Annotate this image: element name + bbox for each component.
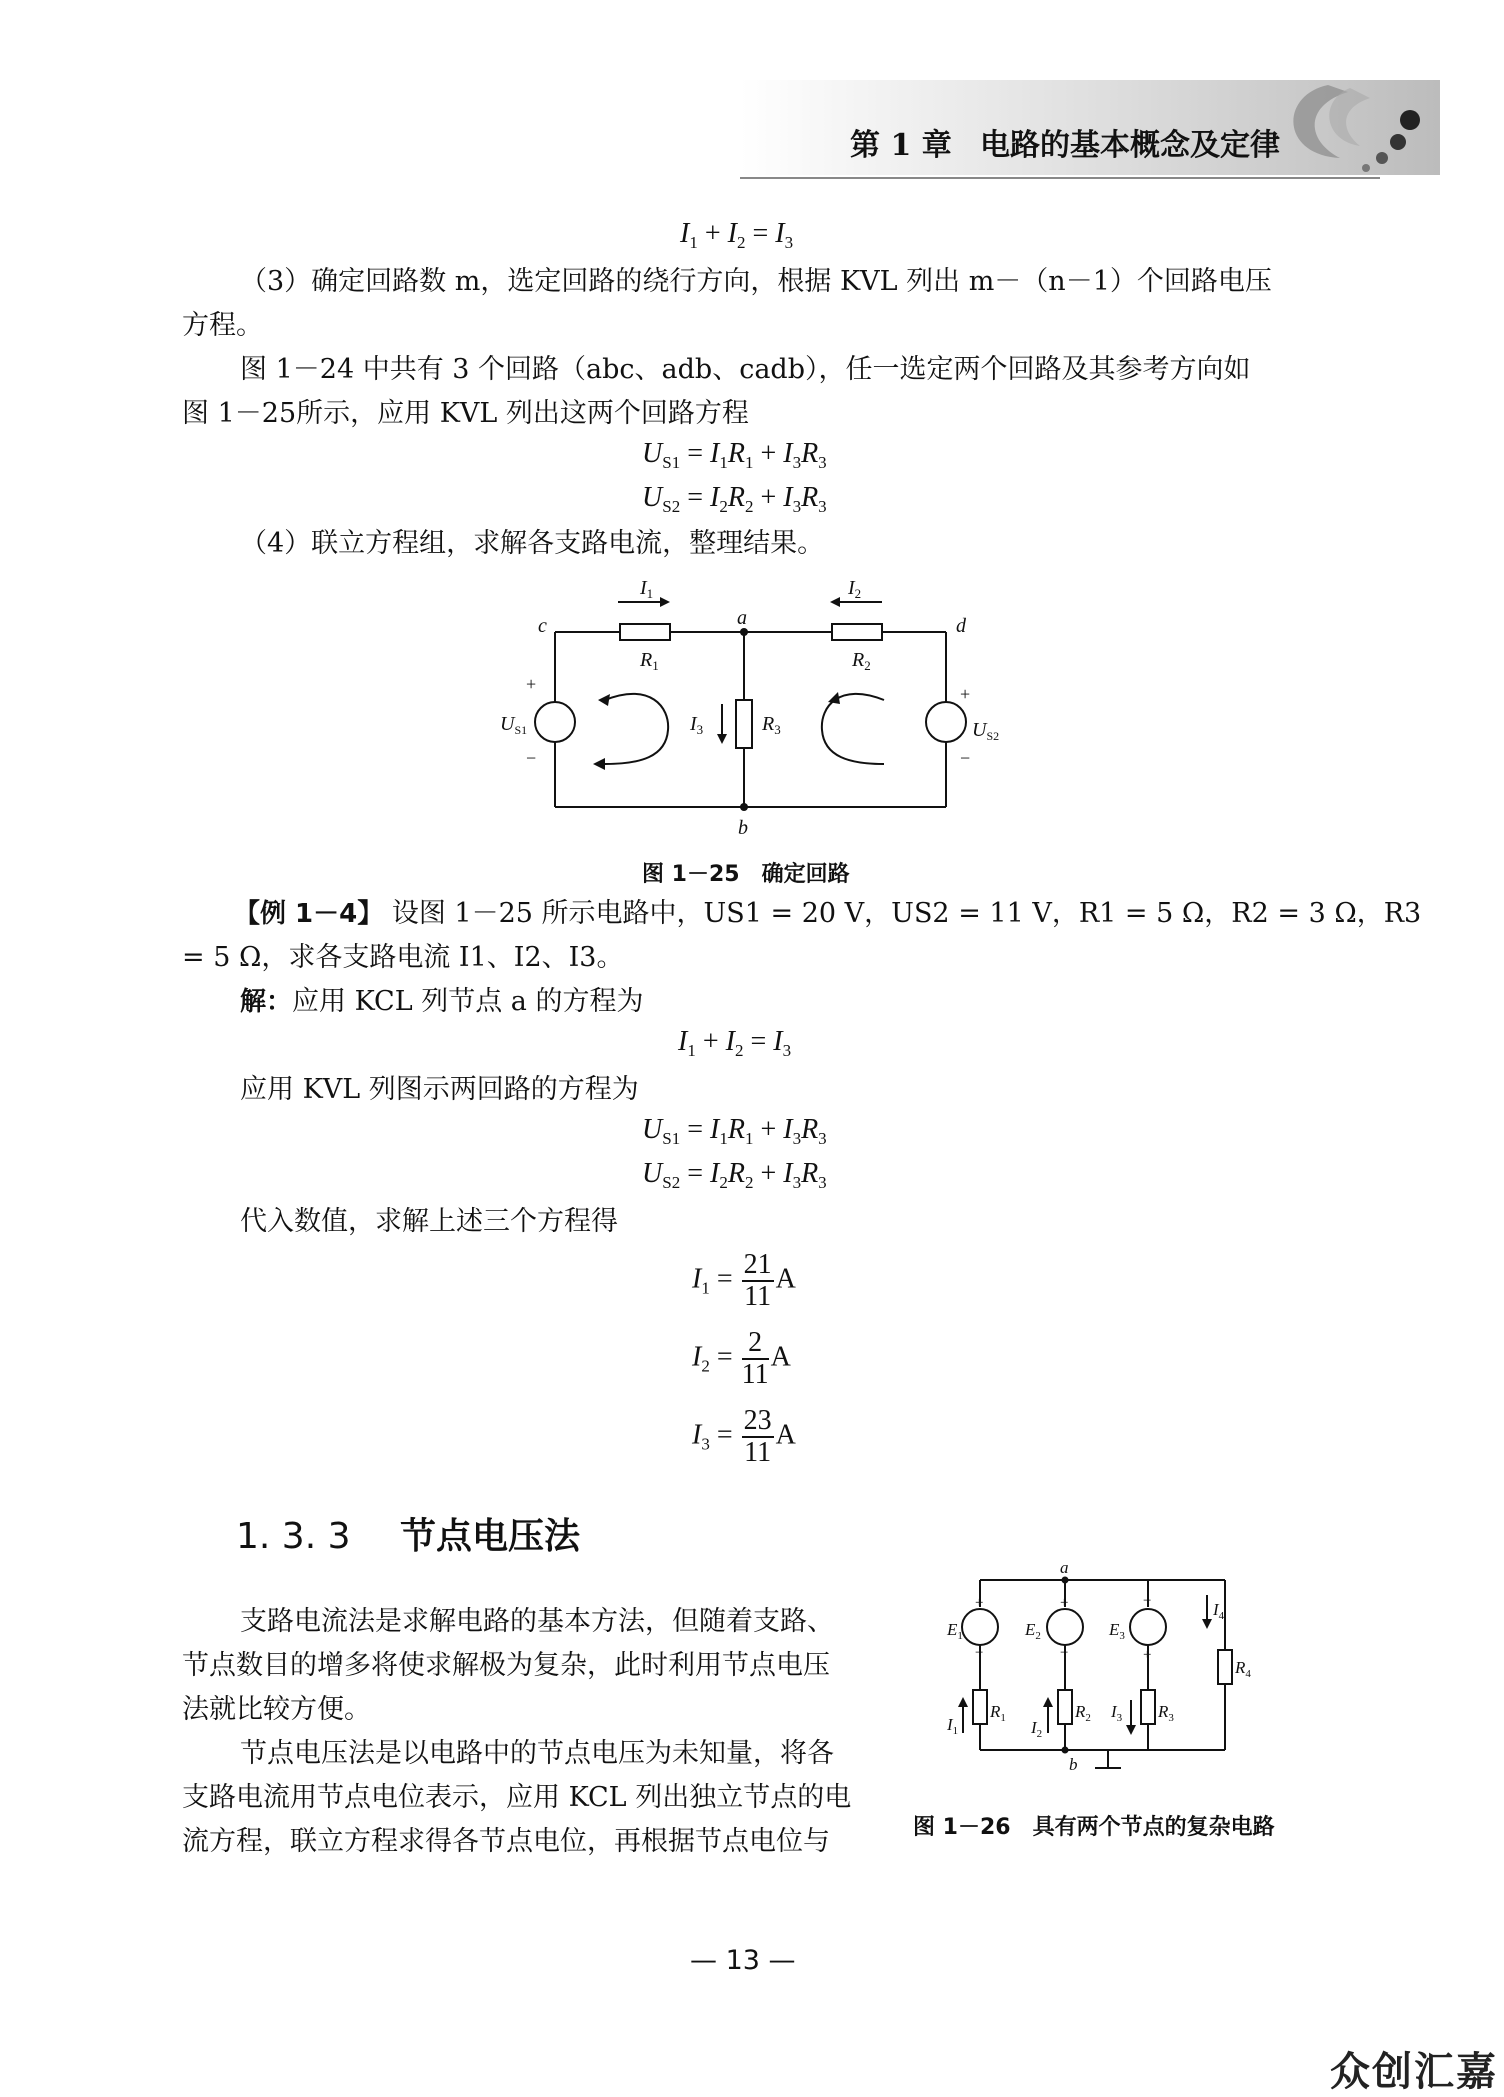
example-label: 【例 1－4】	[234, 899, 384, 929]
section-heading	[236, 1508, 580, 1559]
node-a: a	[737, 607, 747, 629]
chapter-number: 第 1 章	[850, 128, 952, 163]
svg-text:R1: $R_1$	[640, 649, 659, 673]
svg-text:+: +	[1060, 1595, 1069, 1611]
section-p2-line3: 流方程，联立方程求得各节点电位，再根据节点电位与	[182, 1826, 830, 1857]
svg-text:R4: $R_4$	[1235, 1658, 1251, 1680]
node-c: c	[538, 615, 547, 637]
resistor-r3-fig26	[1141, 1690, 1155, 1724]
section-p1-line2: 节点数目的增多将使求解极为复杂，此时利用节点电压	[182, 1650, 830, 1681]
step3-line1: （3）确定回路数 m，选定回路的绕行方向，根据 KVL 列出 m－（n－1）个回路电压	[240, 266, 1272, 297]
example-line1	[234, 892, 1421, 936]
equation-kvl1: $U_{S1} = I_1R_1 + I_3R_3$	[642, 438, 827, 472]
node-d: d	[956, 615, 966, 637]
label-r2: R	[852, 649, 865, 671]
result-i3: $I_3$ = $\frac{23}{11}$ A	[692, 1405, 796, 1468]
svg-text:−: −	[975, 1645, 984, 1661]
source-e1	[962, 1609, 998, 1645]
watermark: 众创汇嘉	[1330, 2049, 1498, 2095]
svg-text:−: −	[526, 748, 537, 768]
resistor-r4-fig26	[1218, 1650, 1232, 1684]
svg-text:US1: $U_{S1}$	[500, 713, 528, 737]
svg-text:a: a	[1060, 1558, 1069, 1577]
svg-text:E1: $E_1$	[947, 1620, 963, 1642]
svg-text:b: b	[1069, 1755, 1078, 1774]
svg-text:E3: $E_3$	[1109, 1620, 1125, 1642]
source-us2	[926, 702, 966, 742]
resistor-r2-fig26	[1058, 1690, 1072, 1724]
figure-1-26-circuit	[945, 1555, 1265, 1785]
equation-kvl2-example: $U_{S2} = I_2R_2 + I_3R_3$	[642, 1158, 827, 1192]
svg-text:−: −	[1143, 1593, 1152, 1609]
equation-kvl2: $U_{S2} = I_2R_2 + I_3R_3$	[642, 482, 827, 516]
solution-label: 解：	[240, 987, 293, 1017]
chapter-title: 电路的基本概念及定律	[980, 128, 1280, 163]
svg-text:I1: $I_1$	[640, 577, 654, 601]
svg-text:I3: $I_3$	[1111, 1702, 1123, 1724]
section-number: 1. 3. 3	[236, 1516, 351, 1557]
figure-1-26-caption: 图 1－26 具有两个节点的复杂电路	[913, 1815, 1275, 1840]
svg-text:−: −	[1060, 1645, 1069, 1661]
svg-text:I2: $I_2$	[1031, 1718, 1043, 1740]
resistor-r1-fig26	[973, 1690, 987, 1724]
section-title: 节点电压法	[399, 1515, 580, 1557]
page-header	[740, 80, 1440, 185]
loops-line2: 图 1－25所示，应用 KVL 列出这两个回路方程	[182, 398, 749, 429]
figure-1-25-circuit	[500, 572, 1000, 842]
svg-text:+: +	[1143, 1647, 1152, 1663]
svg-text:I3: $I_3$	[690, 713, 704, 737]
example-line2: = 5 Ω，求各支路电流 I1、I2、I3。	[182, 942, 624, 973]
label-i3: I	[690, 713, 697, 735]
svg-text:E2: $E_2$	[1025, 1620, 1041, 1642]
node-b: b	[738, 817, 748, 839]
svg-text:I4: $I_4$	[1213, 1600, 1225, 1622]
step4: （4）联立方程组，求解各支路电流，整理结果。	[240, 528, 825, 559]
page-number: — 13 —	[690, 1945, 796, 1976]
resistor-r1	[620, 624, 670, 640]
solution-line2: 应用 KVL 列图示两回路的方程为	[240, 1074, 639, 1105]
label-i1: I	[640, 577, 647, 599]
figure-1-25-caption: 图 1－25 确定回路	[642, 862, 850, 887]
svg-text:R3: $R_3$	[762, 713, 781, 737]
label-us1: U	[500, 713, 515, 735]
label-r1: R	[640, 649, 653, 671]
svg-text:R1: $R_1$	[990, 1702, 1006, 1724]
svg-text:−: −	[960, 748, 971, 768]
source-us1	[535, 702, 575, 742]
resistor-r3	[736, 700, 752, 748]
svg-text:I2: $I_2$	[848, 577, 862, 601]
equation-kcl-top: $I_1 + I_2 = I_3$	[680, 218, 794, 252]
svg-text:US2: $U_{S2}$	[972, 719, 1000, 743]
svg-text:R3: $R_3$	[1158, 1702, 1174, 1724]
result-i1: $I_1$ = $\frac{21}{11}$ A	[692, 1249, 796, 1312]
label-us2: U	[972, 719, 987, 741]
label-i2: I	[848, 577, 855, 599]
result-i2: $I_2$ = $\frac{2}{11}$ A	[692, 1327, 791, 1390]
label-r3: R	[762, 713, 775, 735]
resistor-r2	[832, 624, 882, 640]
section-p2-line2: 支路电流用节点电位表示，应用 KCL 列出独立节点的电	[182, 1782, 852, 1813]
source-e3	[1130, 1609, 1166, 1645]
example-text-line1: 设图 1－25 所示电路中，US1 = 20 V，US2 = 11 V，R1 = 5 Ω，R2 = 3 Ω，R3	[391, 898, 1422, 929]
section-p1-line1: 支路电流法是求解电路的基本方法，但随着支路、	[240, 1606, 834, 1637]
section-p2-line1: 节点电压法是以电路中的节点电压为未知量，将各	[240, 1738, 834, 1769]
solution-line1: 解：应用 KCL 列节点 a 的方程为	[240, 986, 644, 1017]
loops-line1: 图 1－24 中共有 3 个回路（abc、adb、cadb），任一选定两个回路及其参考方向如	[240, 354, 1251, 385]
source-e2	[1047, 1609, 1083, 1645]
svg-text:+: +	[526, 674, 537, 694]
solution-line3: 代入数值，求解上述三个方程得	[240, 1206, 618, 1237]
svg-text:R2: $R_2$	[1075, 1702, 1091, 1724]
step3-line2: 方程。	[182, 310, 263, 341]
equation-kvl1-example: $U_{S1} = I_1R_1 + I_3R_3$	[642, 1114, 827, 1148]
equation-kcl-example: $I_1 + I_2 = I_3$	[678, 1026, 792, 1060]
section-p1-line3: 法就比较方便。	[182, 1694, 371, 1725]
svg-text:R2: $R_2$	[852, 649, 871, 673]
svg-text:I1: $I_1$	[947, 1715, 959, 1737]
svg-text:+: +	[960, 684, 971, 704]
svg-text:+: +	[975, 1595, 984, 1611]
